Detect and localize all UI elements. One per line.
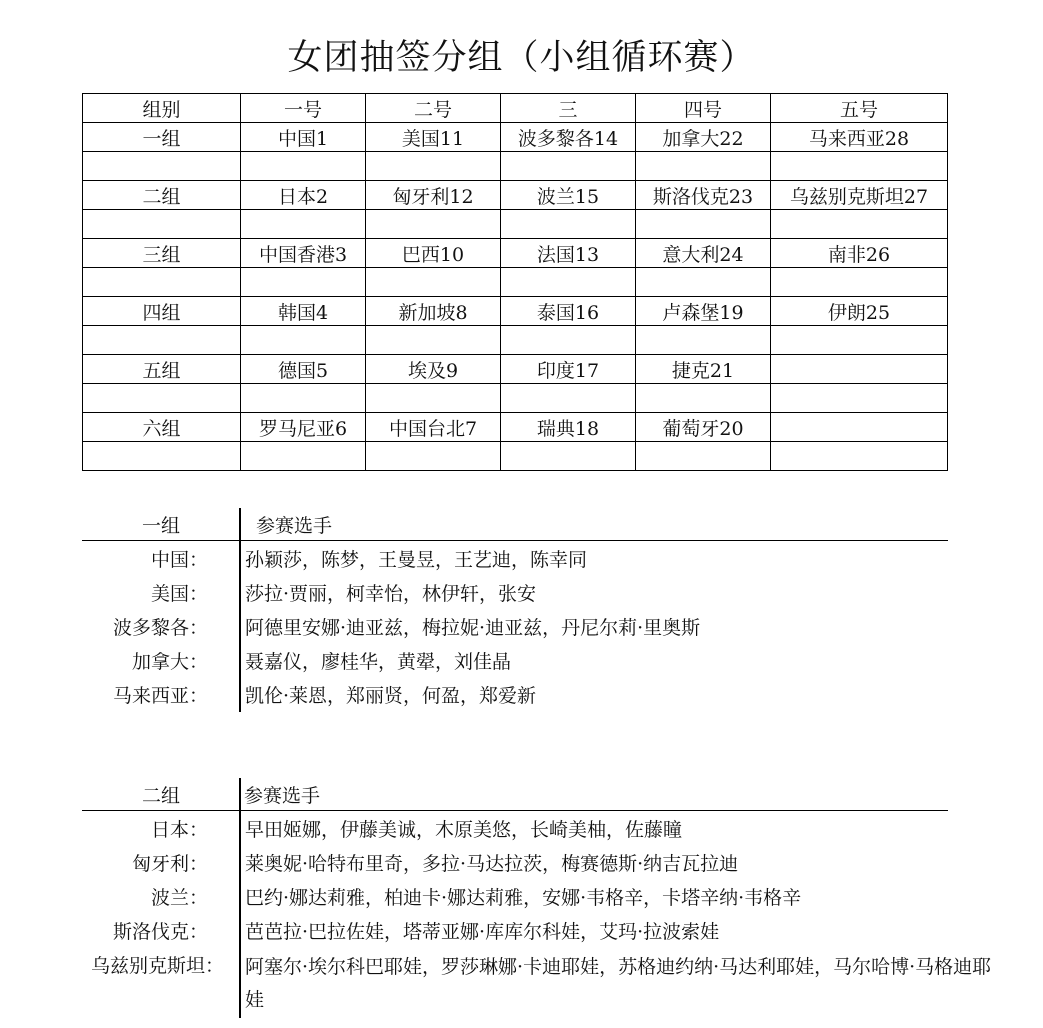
table-cell: 巴西10 [366, 239, 501, 268]
country-name: 乌兹别克斯坦： [90, 955, 224, 977]
table-cell: 葡萄牙20 [636, 413, 771, 442]
table-cell: 德国5 [241, 355, 366, 384]
header-cell: 组别 [83, 94, 241, 123]
table-cell: 罗马尼亚6 [241, 413, 366, 442]
country-name: 美国： [150, 583, 208, 605]
table-cell: 南非26 [771, 239, 948, 268]
players-label: 参赛选手 [244, 785, 321, 807]
table-blank-row [83, 384, 948, 413]
player-list: 早田姬娜，伊藤美诚，木原美悠，长崎美柚，佐藤瞳 [245, 819, 683, 841]
list-item [82, 811, 948, 845]
table-row [83, 297, 948, 326]
table-cell: 美国11 [366, 123, 501, 152]
group2-roster [82, 778, 992, 1011]
country-name: 波多黎各： [112, 617, 208, 639]
table-blank-row [83, 442, 948, 471]
table-row [83, 181, 948, 210]
country-name: 匈牙利： [131, 853, 208, 875]
player-list: 芭芭拉·巴拉佐娃，塔蒂亚娜·库库尔科娃，艾玛·拉波索娃 [245, 921, 720, 943]
table-cell: 埃及9 [366, 355, 501, 384]
player-list: 巴约·娜达莉雅，柏迪卡·娜达莉雅，安娜·韦格辛，卡塔辛纳·韦格辛 [245, 887, 802, 909]
list-item [82, 913, 948, 947]
list-item [82, 947, 992, 1011]
table-cell: 五组 [83, 355, 241, 384]
player-list: 凯伦·莱恩，郑丽贤，何盈，郑爱新 [245, 685, 537, 707]
table-cell: 泰国16 [501, 297, 636, 326]
table-cell: 日本2 [241, 181, 366, 210]
draw-table [82, 93, 948, 471]
table-cell: 中国1 [241, 123, 366, 152]
table-blank-row [83, 210, 948, 239]
table-cell: 乌兹别克斯坦27 [771, 181, 948, 210]
list-item [82, 609, 948, 643]
table-cell [771, 355, 948, 384]
header-cell: 二号 [366, 94, 501, 123]
table-row [83, 239, 948, 268]
table-blank-row [83, 326, 948, 355]
table-row [83, 413, 948, 442]
table-cell [771, 413, 948, 442]
table-cell: 三组 [83, 239, 241, 268]
table-cell: 六组 [83, 413, 241, 442]
header-cell: 四号 [636, 94, 771, 123]
player-list: 莎拉·贾丽，柯幸怡，林伊轩，张安 [245, 583, 537, 605]
table-cell: 印度17 [501, 355, 636, 384]
table-cell: 瑞典18 [501, 413, 636, 442]
roster-header [82, 508, 948, 541]
list-item [82, 575, 948, 609]
table-cell: 马来西亚28 [771, 123, 948, 152]
table-row [83, 355, 948, 384]
table-cell: 意大利24 [636, 239, 771, 268]
page-title: 女团抽签分组（小组循环赛） [287, 38, 756, 78]
list-item [82, 677, 948, 711]
list-item [82, 845, 948, 879]
country-name: 马来西亚： [112, 685, 208, 707]
player-list: 阿塞尔·埃尔科巴耶娃，罗莎琳娜·卡迪耶娃，苏格迪约纳·马达利耶娃，马尔哈博·马格迪耶娃 [245, 956, 992, 1011]
table-cell: 匈牙利12 [366, 181, 501, 210]
table-cell: 伊朗25 [771, 297, 948, 326]
header-cell: 一号 [241, 94, 366, 123]
table-cell: 波多黎各14 [501, 123, 636, 152]
table-row [83, 123, 948, 152]
table-cell: 卢森堡19 [636, 297, 771, 326]
country-name: 斯洛伐克： [112, 921, 208, 943]
table-cell: 捷克21 [636, 355, 771, 384]
table-cell: 韩国4 [241, 297, 366, 326]
table-cell: 四组 [83, 297, 241, 326]
table-header-row [83, 94, 948, 123]
group-name: 一组 [141, 515, 180, 537]
table-cell: 加拿大22 [636, 123, 771, 152]
table-cell: 一组 [83, 123, 241, 152]
header-cell: 五号 [771, 94, 948, 123]
table-cell: 二组 [83, 181, 241, 210]
table-cell: 中国台北7 [366, 413, 501, 442]
list-item [82, 643, 948, 677]
table-blank-row [83, 268, 948, 297]
country-name: 中国： [150, 549, 208, 571]
player-list: 聂嘉仪，廖桂华，黄翚，刘佳晶 [245, 651, 512, 673]
table-cell: 中国香港3 [241, 239, 366, 268]
list-item [82, 541, 948, 575]
header-cell: 三 [501, 94, 636, 123]
country-name: 日本： [150, 819, 208, 841]
table-blank-row [83, 152, 948, 181]
table-cell: 波兰15 [501, 181, 636, 210]
country-name: 波兰： [150, 887, 208, 909]
player-list: 孙颖莎，陈梦，王曼昱，王艺迪，陈幸同 [245, 549, 588, 571]
player-list: 阿德里安娜·迪亚兹，梅拉妮·迪亚兹，丹尼尔莉·里奥斯 [245, 617, 701, 639]
player-list: 莱奥妮·哈特布里奇，多拉·马达拉茨，梅赛德斯·纳吉瓦拉迪 [245, 853, 739, 875]
table-cell: 斯洛伐克23 [636, 181, 771, 210]
players-label: 参赛选手 [256, 515, 333, 537]
table-cell: 新加坡8 [366, 297, 501, 326]
group-name: 二组 [141, 785, 180, 807]
table-cell: 法国13 [501, 239, 636, 268]
group1-roster [82, 508, 948, 711]
roster-header [82, 778, 948, 811]
list-item [82, 879, 948, 913]
country-name: 加拿大： [131, 651, 208, 673]
